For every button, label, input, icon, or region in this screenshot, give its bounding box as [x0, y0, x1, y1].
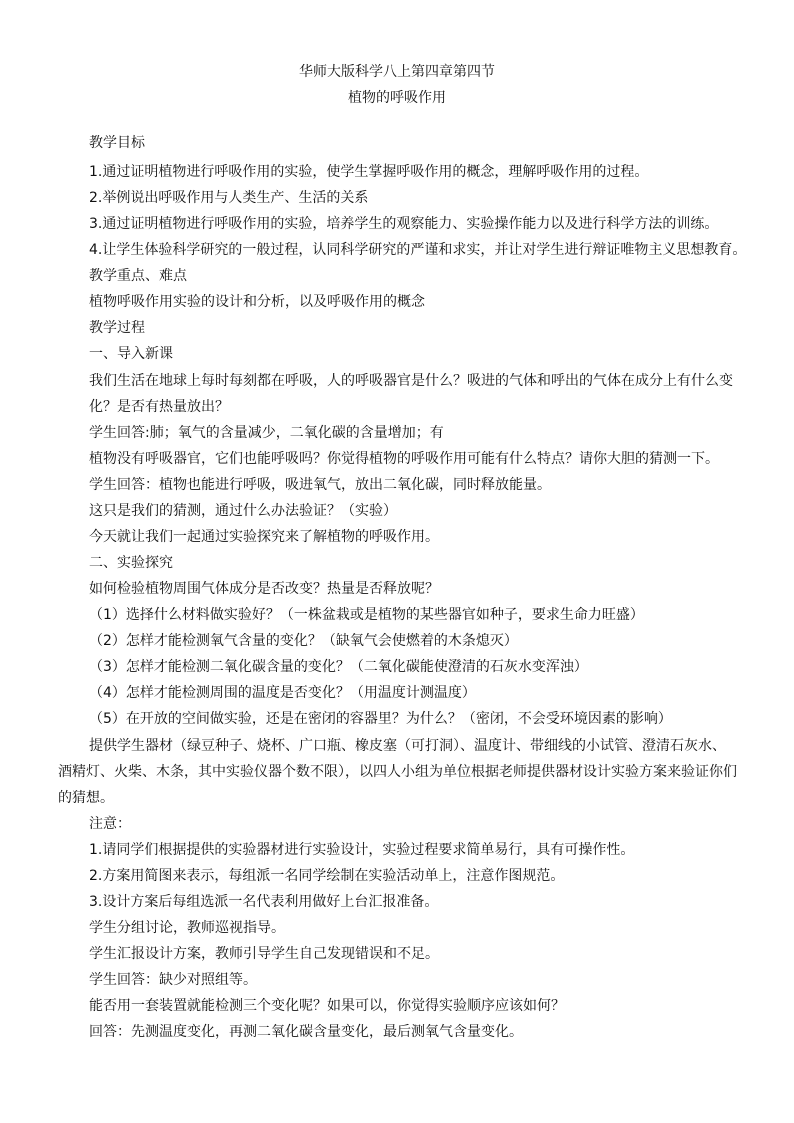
paragraph-line: 的猜想。 [58, 790, 114, 806]
section-heading-key-points: 教学重点、难点 [89, 268, 187, 284]
paragraph-line: 学生分组讨论，教师巡视指导。 [89, 920, 285, 936]
paragraph-line: 学生汇报设计方案，教师引导学生自己发现错误和不足。 [89, 946, 439, 962]
section-heading-objectives: 教学目标 [89, 135, 145, 151]
paragraph-line: 提供学生器材（绿豆种子、烧杯、广口瓶、橡皮塞（可打洞）、温度计、带细线的小试管、澄清石灰水、 [89, 738, 726, 754]
paragraph-line: 3.通过证明植物进行呼吸作用的实验，培养学生的观察能力、实验操作能力以及进行科学方法的训练。 [89, 216, 719, 232]
paragraph-line: 1.请同学们根据提供的实验器材进行实验设计，实验过程要求简单易行，具有可操作性。 [89, 842, 635, 858]
paragraph-line: 学生回答：植物也能进行呼吸，吸进氧气，放出二氧化碳，同时释放能量。 [89, 477, 551, 493]
paragraph-line: 酒精灯、火柴、木条，其中实验仪器个数不限），以四人小组为单位根据老师提供器材设计实验方案来验证你们 [58, 764, 737, 780]
paragraph-line: 植物没有呼吸器官，它们也能呼吸吗？你觉得植物的呼吸作用可能有什么特点？请你大胆的猜测一下。 [89, 451, 719, 467]
paragraph-line: 我们生活在地球上每时每刻都在呼吸，人的呼吸器官是什么？吸进的气体和呼出的气体在成分上有什么变 [89, 373, 733, 389]
paragraph-line: 今天就让我们一起通过实验探究来了解植物的呼吸作用。 [89, 529, 439, 545]
section-heading-process: 教学过程 [89, 320, 145, 336]
document-subtitle: 植物的呼吸作用 [348, 90, 446, 106]
paragraph-line: 这只是我们的猜测，通过什么办法验证？（实验） [89, 503, 397, 519]
paragraph-line: 化？是否有热量放出？ [89, 399, 229, 415]
paragraph-line: （3）怎样才能检测二氧化碳含量的变化？（二氧化碳能使澄清的石灰水变浑浊） [89, 659, 588, 675]
paragraph-line: 植物呼吸作用实验的设计和分析，以及呼吸作用的概念 [89, 294, 425, 310]
paragraph-line: 4.让学生体验科学研究的一般过程，认同科学研究的严谨和求实，并让对学生进行辩证唯物主义思想教育。 [89, 242, 747, 258]
paragraph-line: （4）怎样才能检测周围的温度是否变化？（用温度计测温度） [89, 685, 476, 701]
document-title: 华师大版科学八上第四章第四节 [299, 64, 495, 80]
paragraph-line: 2.方案用简图来表示，每组派一名同学绘制在实验活动单上，注意作图规范。 [89, 868, 565, 884]
paragraph-line: （2）怎样才能检测氧气含量的变化？（缺氧气会使燃着的木条熄灭） [89, 633, 518, 649]
paragraph-line: 如何检验植物周围气体成分是否改变？热量是否释放呢？ [89, 581, 439, 597]
paragraph-line: （1）选择什么材料做实验好？（一株盆栽或是植物的某些器官如种子，要求生命力旺盛） [89, 607, 644, 623]
paragraph-line: 1.通过证明植物进行呼吸作用的实验，使学生掌握呼吸作用的概念，理解呼吸作用的过程。 [89, 164, 649, 180]
section-heading-notes: 注意： [89, 816, 131, 832]
section-heading-experiment: 二、实验探究 [89, 555, 173, 571]
paragraph-line: 学生回答：缺少对照组等。 [89, 972, 257, 988]
paragraph-line: 学生回答:肺；氧气的含量减少，二氧化碳的含量增加；有 [89, 425, 444, 441]
section-heading-intro: 一、导入新课 [89, 346, 173, 362]
paragraph-line: （5）在开放的空间做实验，还是在密闭的容器里？为什么？（密闭，不会受环境因素的影响） [89, 711, 672, 727]
paragraph-line: 能否用一套装置就能检测三个变化呢？如果可以，你觉得实验顺序应该如何？ [89, 998, 565, 1014]
paragraph-line: 3.设计方案后每组选派一名代表利用做好上台汇报准备。 [89, 894, 439, 910]
paragraph-line: 回答：先测温度变化，再测二氧化碳含量变化，最后测氧气含量变化。 [89, 1024, 523, 1040]
paragraph-line: 2.举例说出呼吸作用与人类生产、生活的关系 [89, 190, 369, 206]
